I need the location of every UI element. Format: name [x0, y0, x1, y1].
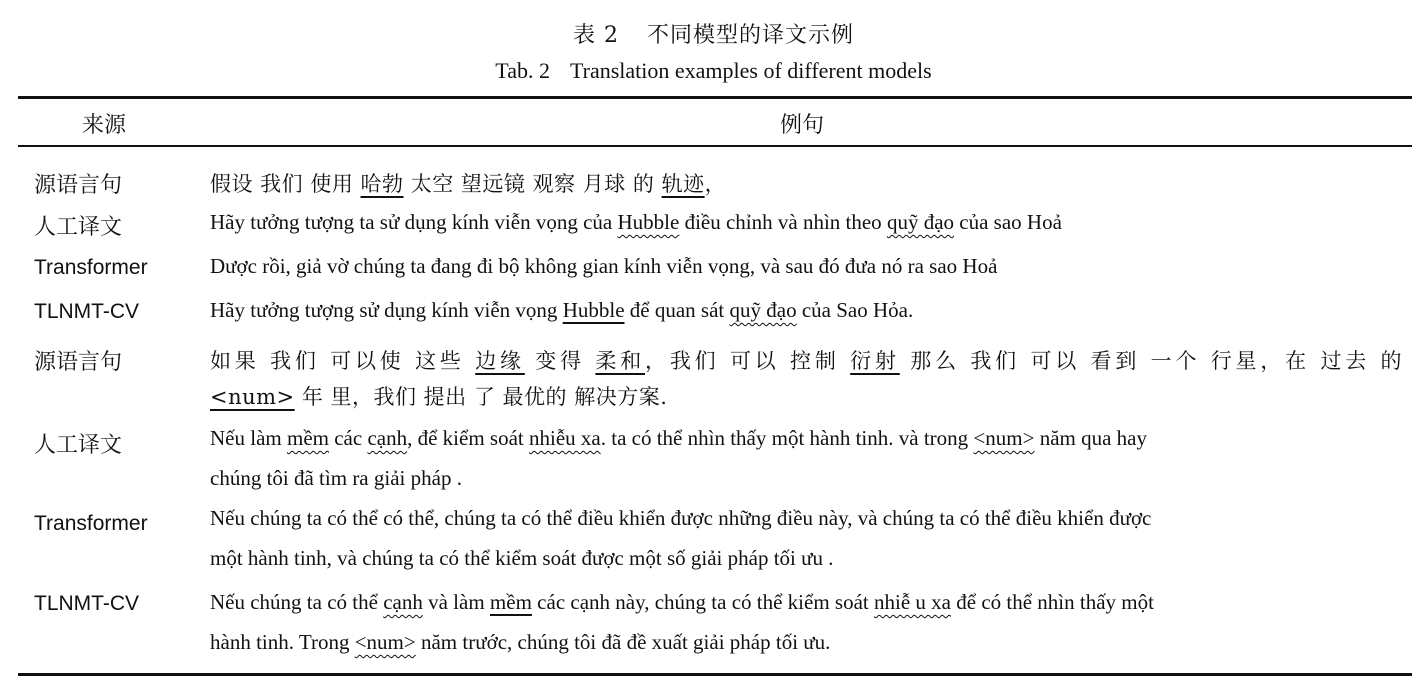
- wavy-underlined-term: <num>: [973, 426, 1035, 450]
- row-label-transformer: Transformer: [34, 256, 148, 279]
- tlnmt-cv-translation-1: Hãy tưởng tượng sử dụng kính viễn vọng Hubble để quan sát quỹ đạo của Sao Hỏa.: [210, 298, 914, 322]
- row-label-source-sentence: 源语言句: [34, 350, 123, 375]
- table-title-english: Translation examples of different models: [569, 58, 932, 83]
- row-label-human-translation: 人工译文: [34, 215, 123, 240]
- table-caption-chinese: [0, 18, 1427, 49]
- table-caption-english: [0, 58, 1427, 84]
- wavy-underlined-term: nhiễu xa: [529, 426, 601, 450]
- table-label-chinese: 表 2: [572, 23, 619, 48]
- wavy-underlined-term: quỹ đạo: [886, 210, 955, 234]
- table-bottom-rule: [18, 673, 1412, 676]
- underlined-term: Hubble: [562, 298, 625, 322]
- table-title-chinese: 不同模型的译文示例: [646, 23, 854, 48]
- source-sentence-1: 假设 我们 使用 哈勃 太空 望远镜 观察 月球 的 轨迹，: [210, 172, 727, 196]
- transformer-translation-2-line-2: một hành tinh, và chúng ta có thể kiểm soát được một số giải pháp tối ưu .: [210, 546, 834, 570]
- wavy-underlined-term: <num>: [354, 630, 416, 654]
- row-label-human-translation: 人工译文: [34, 433, 123, 458]
- table-top-rule: [18, 96, 1412, 99]
- human-translation-2-line-2: chúng tôi đã tìm ra giải pháp .: [210, 466, 462, 490]
- row-label-tlnmt-cv: TLNMT-CV: [34, 592, 139, 615]
- wavy-underlined-term: cạnh: [383, 590, 423, 614]
- source-sentence-2-line-1: 如果 我们 可以使 这些 边缘 变得 柔和，我们 可以 控制 衍射 那么 我们 可以 看到 一个 行星，在 过去 的: [210, 349, 1403, 373]
- wavy-underlined-term: mềm: [286, 426, 329, 450]
- underlined-term: 轨迹: [661, 172, 705, 196]
- row-label-source-sentence: 源语言句: [34, 173, 123, 198]
- human-translation-2-line-1: Nếu làm mềm các cạnh, để kiểm soát nhiễu xa. ta có thể nhìn thấy một hành tinh. và trong <num> năm qua hay: [210, 426, 1147, 450]
- tlnmt-cv-translation-2-line-2: hành tinh. Trong <num> năm trước, chúng tôi đã đề xuất giải pháp tối ưu.: [210, 630, 831, 654]
- source-sentence-2-line-2: <num> 年 里，我们 提出 了 最优的 解决方案.: [210, 385, 668, 409]
- underlined-term: mềm: [489, 590, 532, 614]
- wavy-underlined-term: quỹ đạo: [729, 298, 797, 322]
- row-label-tlnmt-cv: TLNMT-CV: [34, 300, 139, 323]
- underlined-term: 哈勃: [360, 172, 404, 196]
- column-header-example: 例句: [780, 113, 825, 138]
- column-header-source: 来源: [82, 113, 127, 138]
- wavy-underlined-term: nhiễ u xa: [874, 590, 951, 614]
- wavy-underlined-term: cạnh: [367, 426, 408, 450]
- transformer-translation-1: Dược rồi, giả vờ chúng ta đang đi bộ không gian kính viễn vọng, và sau đó đưa nó ra sao Hoả: [210, 254, 998, 278]
- tlnmt-cv-translation-2-line-1: Nếu chúng ta có thể cạnh và làm mềm các cạnh này, chúng ta có thể kiểm soát nhiễ u xa để có thể nhìn thấy một: [210, 590, 1154, 614]
- underlined-term: <num>: [210, 385, 295, 409]
- human-translation-1: Hãy tưởng tượng ta sử dụng kính viễn vọng của Hubble điều chỉnh và nhìn theo quỹ đạo của sao Hoả: [210, 210, 1062, 234]
- row-label-transformer: Transformer: [34, 512, 148, 535]
- transformer-translation-2-line-1: Nếu chúng ta có thể có thể, chúng ta có thể điều khiển được những điều này, và chúng ta có thể điều khiển được: [210, 506, 1152, 530]
- table-label-english: Tab. 2: [495, 58, 550, 83]
- wavy-underlined-term: Hubble: [617, 210, 680, 234]
- underlined-term: 衍射: [850, 349, 900, 373]
- underlined-term: 柔和: [595, 349, 646, 373]
- underlined-term: 边缘: [475, 349, 525, 373]
- table-header-rule: [18, 145, 1412, 147]
